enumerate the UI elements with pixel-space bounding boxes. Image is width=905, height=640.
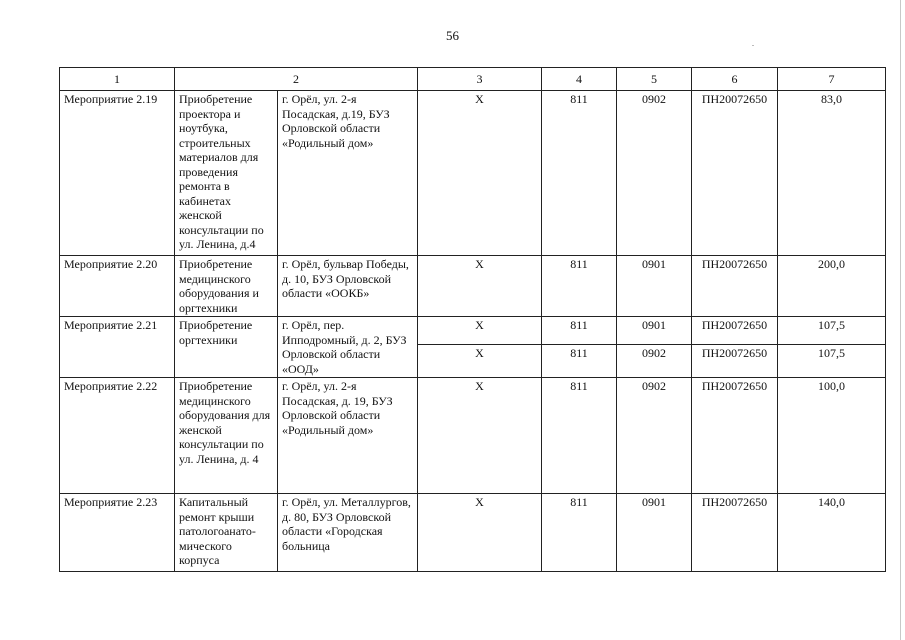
col4-cell: 811 <box>542 494 617 572</box>
col4-cell: 811 <box>542 256 617 317</box>
col4-cell: 811 <box>542 91 617 256</box>
col3-cell: X <box>418 317 542 345</box>
col4-cell: 811 <box>542 345 617 378</box>
col6-cell: ПН20072650 <box>692 91 778 256</box>
col6-cell: ПН20072650 <box>692 256 778 317</box>
name-cell: Приобретение медицинского оборудования и оргтехники <box>175 256 278 317</box>
event-cell: Мероприятие 2.21 <box>60 317 175 378</box>
col7-cell: 107,5 <box>778 345 886 378</box>
scan-speck <box>752 45 754 46</box>
address-cell: г. Орёл, бульвар Победы, д. 10, БУЗ Орловской области «ООКБ» <box>278 256 418 317</box>
name-cell: Приобретение проектора и ноутбука, строительных материалов для проведения ремонта в кабинетах женской консультации по ул. Ленина, д.4 <box>175 91 278 256</box>
col3-cell: X <box>418 378 542 494</box>
header-cell-7: 7 <box>778 68 886 91</box>
col5-cell: 0902 <box>617 378 692 494</box>
page-edge-line <box>900 0 901 640</box>
event-cell: Мероприятие 2.20 <box>60 256 175 317</box>
header-cell-1: 1 <box>60 68 175 91</box>
col3-cell: X <box>418 91 542 256</box>
col6-cell: ПН20072650 <box>692 345 778 378</box>
header-cell-3: 3 <box>418 68 542 91</box>
col5-cell: 0901 <box>617 317 692 345</box>
col6-cell: ПН20072650 <box>692 378 778 494</box>
table-row <box>60 378 886 494</box>
col3-cell: X <box>418 494 542 572</box>
address-cell: г. Орёл, пер. Ипподромный, д. 2, БУЗ Орловской области «ООД» <box>278 317 418 378</box>
col7-cell: 140,0 <box>778 494 886 572</box>
col7-cell: 107,5 <box>778 317 886 345</box>
header-cell-2: 2 <box>175 68 418 91</box>
header-cell-5: 5 <box>617 68 692 91</box>
col6-cell: ПН20072650 <box>692 494 778 572</box>
address-cell: г. Орёл, ул. 2-я Посадская, д.19, БУЗ Орловской области «Родильный дом» <box>278 91 418 256</box>
table-header-row <box>60 68 886 91</box>
header-cell-6: 6 <box>692 68 778 91</box>
page-number: 56 <box>446 28 459 43</box>
table-row <box>60 494 886 572</box>
table-row <box>60 91 886 256</box>
col6-cell: ПН20072650 <box>692 317 778 345</box>
event-cell: Мероприятие 2.22 <box>60 378 175 494</box>
col5-cell: 0902 <box>617 345 692 378</box>
col7-cell: 83,0 <box>778 91 886 256</box>
name-cell: Приобретение оргтехники <box>175 317 278 378</box>
table-row <box>60 256 886 317</box>
col4-cell: 811 <box>542 317 617 345</box>
address-cell: г. Орёл, ул. 2-я Посадская, д. 19, БУЗ Орловской области «Родильный дом» <box>278 378 418 494</box>
name-cell: Приобретение медицинского оборудования для женской консультации по ул. Ленина, д. 4 <box>175 378 278 494</box>
event-cell: Мероприятие 2.19 <box>60 91 175 256</box>
address-cell: г. Орёл, ул. Металлургов, д. 80, БУЗ Орловской области «Городская больница <box>278 494 418 572</box>
col3-cell: X <box>418 256 542 317</box>
col7-cell: 200,0 <box>778 256 886 317</box>
col7-cell: 100,0 <box>778 378 886 494</box>
name-cell: Капитальный ремонт крыши патологоанато-мического корпуса <box>175 494 278 572</box>
col5-cell: 0902 <box>617 91 692 256</box>
table-row <box>60 317 886 345</box>
col4-cell: 811 <box>542 378 617 494</box>
budget-table <box>59 67 886 572</box>
col3-cell: X <box>418 345 542 378</box>
header-cell-4: 4 <box>542 68 617 91</box>
event-cell: Мероприятие 2.23 <box>60 494 175 572</box>
col5-cell: 0901 <box>617 494 692 572</box>
col5-cell: 0901 <box>617 256 692 317</box>
